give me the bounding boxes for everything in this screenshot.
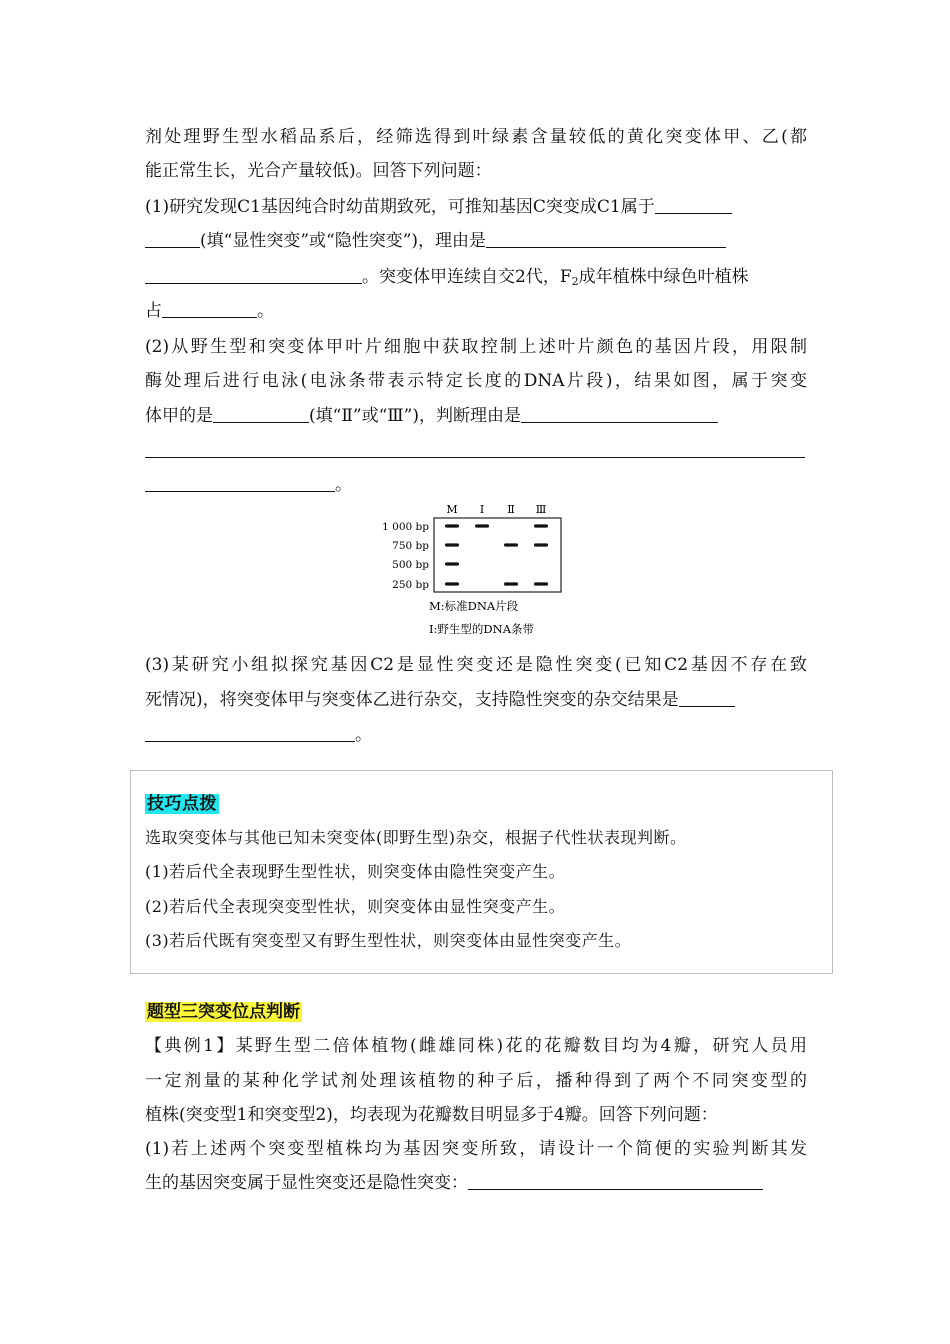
answer-blank[interactable] xyxy=(145,437,805,458)
lane-label: Ⅲ xyxy=(535,503,547,516)
example-text-5: 生的基因突变属于显性突变还是隐性突变： xyxy=(145,1173,468,1193)
q1-line-2 xyxy=(145,226,807,256)
dna-band xyxy=(445,582,459,585)
example-text-1: 某野生型二倍体植物(雌雄同株)花的花瓣数目均为4瓣，研究人员用 xyxy=(235,1036,807,1056)
example-label: 【典例1】 xyxy=(145,1036,236,1056)
answer-blank[interactable] xyxy=(679,686,735,707)
q2-text-c2: (填“Ⅱ”或“Ⅲ”)，判断理由是 xyxy=(309,406,521,426)
q2-line-3 xyxy=(145,401,807,431)
gel-frame xyxy=(434,518,561,592)
q1-subscript: 2 xyxy=(571,275,579,288)
example-line-1 xyxy=(145,1031,807,1061)
q3-line-3 xyxy=(145,720,807,750)
q1-text-d: 占 xyxy=(145,301,162,321)
q1-text-a: (1)研究发现C1基因纯合时幼苗期致死，可推知基因C突变成C1属于 xyxy=(145,197,655,217)
dna-band xyxy=(504,582,518,585)
answer-blank[interactable] xyxy=(145,227,200,248)
tips-line-3: (3)若后代既有突变型又有野生型性状，则突变体由显性突变产生。 xyxy=(145,931,632,950)
intro-line-2: 能正常生长，光合产量较低)。回答下列问题： xyxy=(145,161,492,181)
q1-text-c2: 成年植株中绿色叶植株 xyxy=(578,267,749,287)
answer-blank[interactable] xyxy=(213,402,309,423)
size-label: 750 bp xyxy=(392,540,429,552)
tips-title-highlight: 技巧点拨 xyxy=(147,794,217,814)
dna-band xyxy=(504,543,518,546)
tips-line-1: (1)若后代全表现野生型性状，则突变体由隐性突变产生。 xyxy=(145,862,566,881)
dna-band xyxy=(475,524,489,527)
q2-text-end: 。 xyxy=(335,475,352,495)
q1-text-d-end: 。 xyxy=(257,301,274,321)
q2-line-1: (2)从野生型和突变体甲叶片细胞中获取控制上述叶片颜色的基因片段，用限制 xyxy=(145,337,807,357)
gel-bands xyxy=(445,524,548,585)
tips-title xyxy=(145,791,219,817)
example-line-3: 植株(突变型1和突变型2)，均表现为花瓣数目明显多于4瓣。回答下列问题： xyxy=(145,1105,718,1125)
example-line-4: (1)若上述两个突变型植株均为基因突变所致，请设计一个简便的实验判断其发 xyxy=(145,1139,807,1159)
size-label: 500 bp xyxy=(392,559,429,571)
intro-line-1: 剂处理野生型水稻品系后，经筛选得到叶绿素含量较低的黄化突变体甲、乙(都 xyxy=(145,127,807,147)
q3-line-1: (3)某研究小组拟探究基因C2是显性突变还是隐性突变(已知C2基因不存在致 xyxy=(145,655,807,675)
q1-line-3 xyxy=(145,262,807,297)
figure-caption-2: Ⅰ:野生型的DNA条带 xyxy=(429,622,535,636)
q2-line-2: 酶处理后进行电泳(电泳条带表示特定长度的DNA片段)，结果如图，属于突变 xyxy=(145,371,807,391)
q2-text-c1: 体甲的是 xyxy=(145,406,213,426)
electrophoresis-figure xyxy=(373,497,583,642)
dna-band xyxy=(445,562,459,565)
lane-label: M xyxy=(446,503,458,516)
dna-band xyxy=(534,582,548,585)
answer-blank[interactable] xyxy=(162,297,257,318)
answer-blank[interactable] xyxy=(468,1169,763,1190)
tips-line-0: 选取突变体与其他已知未突变体(即野生型)杂交，根据子代性状表现判断。 xyxy=(145,828,687,847)
q3-text-b: 死情况)，将突变体甲与突变体乙进行杂交，支持隐性突变的杂交结果是 xyxy=(145,690,679,710)
dna-band xyxy=(534,524,548,527)
dna-band xyxy=(534,543,548,546)
answer-blank[interactable] xyxy=(145,471,335,492)
answer-blank[interactable] xyxy=(145,263,362,284)
q2-line-4 xyxy=(145,436,807,466)
q1-line-4 xyxy=(145,296,807,326)
dna-band xyxy=(445,543,459,546)
q1-line-1 xyxy=(145,192,807,222)
example-line-2: 一定剂量的某种化学试剂处理该植物的种子后，播种得到了两个不同突变型的 xyxy=(145,1071,807,1091)
q3-text-end: 。 xyxy=(355,725,372,745)
section3-title xyxy=(145,997,807,1027)
q1-text-b: (填“显性突变”或“隐性突变”)，理由是 xyxy=(200,231,487,251)
example-line-5 xyxy=(145,1168,807,1198)
lane-label: Ⅰ xyxy=(479,503,485,516)
dna-band xyxy=(445,524,459,527)
q1-text-c1: 。突变体甲连续自交2代，F xyxy=(362,267,572,287)
answer-blank[interactable] xyxy=(486,227,726,248)
q2-line-5 xyxy=(145,470,807,500)
size-label: 250 bp xyxy=(392,579,429,591)
answer-blank[interactable] xyxy=(521,402,718,423)
q3-line-2 xyxy=(145,685,807,715)
tips-line-2: (2)若后代全表现突变型性状，则突变体由显性突变产生。 xyxy=(145,897,566,916)
answer-blank[interactable] xyxy=(145,721,355,742)
figure-caption-1: M:标准DNA片段 xyxy=(429,599,519,613)
lane-label: Ⅱ xyxy=(507,503,515,516)
section3-title-highlight: 题型三突变位点判断 xyxy=(147,1002,300,1022)
answer-blank[interactable] xyxy=(655,193,732,214)
size-label: 1 000 bp xyxy=(382,521,429,533)
